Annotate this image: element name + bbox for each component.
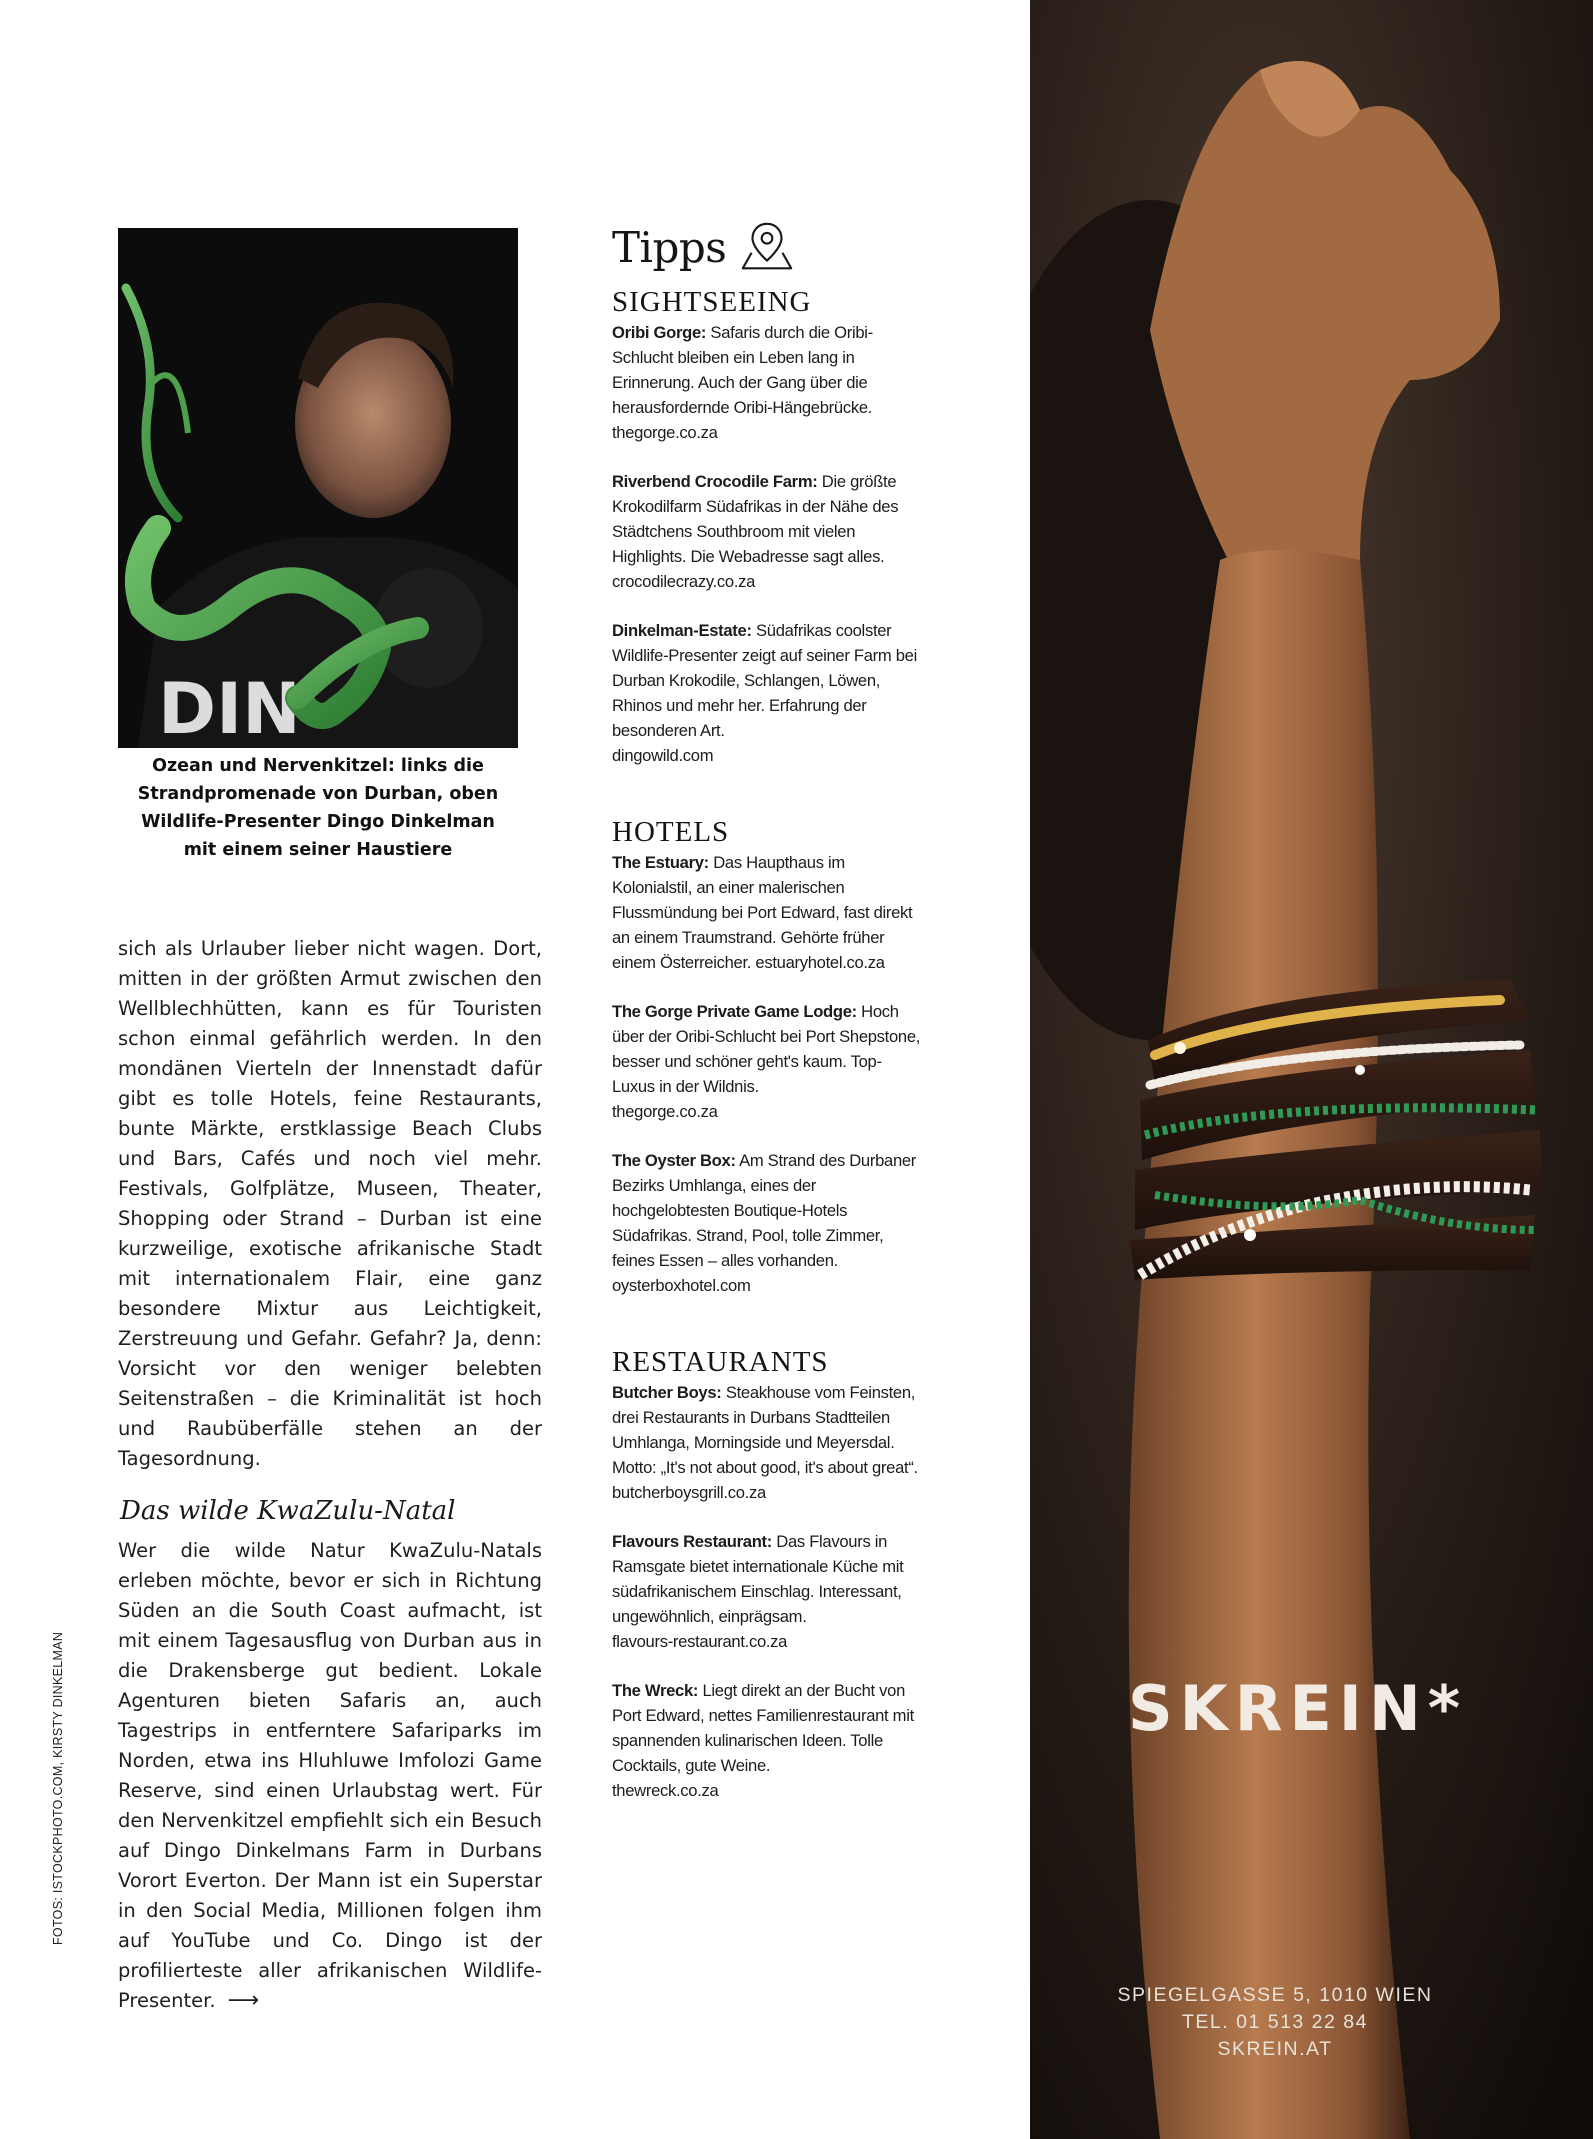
tip-entry <box>612 1678 922 1803</box>
continue-arrow-icon: ⟶ <box>227 1988 260 2013</box>
article-paragraph-2 <box>118 1536 542 2016</box>
photo-credit: FOTOS: ISTOCKPHOTO.COM, KIRSTY DINKELMAN <box>51 1631 65 1945</box>
tip-url[interactable]: crocodilecrazy.co.za <box>612 572 756 591</box>
article-subheading: Das wilde KwaZulu-Natal <box>120 1496 456 1526</box>
skrein-advertisement <box>1030 0 1593 2139</box>
tips-box <box>612 218 922 1827</box>
section-heading: HOTELS <box>612 816 730 848</box>
tip-text: Safaris durch die Oribi-Schlucht bleiben ein Leben lang in Erinnerung. Auch der Gang über die herausfordernde Oribi-Hängebrücke. <box>612 323 873 417</box>
tip-name: Oribi Gorge: <box>612 323 707 342</box>
address-line: SPIEGELGASSE 5, 1010 WIEN <box>1117 1984 1433 2006</box>
website-link[interactable]: SKREIN.AT <box>1217 2038 1333 2060</box>
map-pin-icon <box>738 218 796 276</box>
section-heading: SIGHTSEEING <box>612 286 812 318</box>
tips-section-hotels <box>612 816 922 1298</box>
svg-text:DIN: DIN <box>158 668 301 748</box>
phone-line: TEL. 01 513 22 84 <box>1182 2011 1368 2033</box>
tip-url[interactable]: thegorge.co.za <box>612 1102 718 1121</box>
tip-entry <box>612 850 922 975</box>
tip-text: Hoch über der Oribi-Schlucht bei Port Shepstone, besser und schöner geht's kaum. Top-Luxus in der Wildnis. <box>612 1002 921 1096</box>
tip-url[interactable]: thewreck.co.za <box>612 1781 719 1800</box>
tip-name: Dinkelman-Estate: <box>612 621 752 640</box>
tips-header <box>612 218 922 276</box>
tip-name: The Gorge Private Game Lodge: <box>612 1002 857 1021</box>
tip-entry <box>612 1148 922 1298</box>
tip-url[interactable]: oysterboxhotel.com <box>612 1276 751 1295</box>
tips-section-restaurants <box>612 1346 922 1803</box>
tip-text: Das Flavours in Ramsgate bietet internationale Küche mit südafrikanischem Einschlag. Interessant, ungewöhnlich, einprägsam. <box>612 1532 904 1626</box>
tips-section-sightseeing <box>612 286 922 768</box>
tip-name: Butcher Boys: <box>612 1383 722 1402</box>
tip-url[interactable]: butcherboysgrill.co.za <box>612 1483 766 1502</box>
tip-name: The Wreck: <box>612 1681 699 1700</box>
article-paragraph-1-text: sich als Urlauber lieber nicht wagen. Dort, mitten in der größten Armut zwischen den Wellblechhütten, kann es für Touristen schon einmal gefährlich werden. In den mondänen Vierteln der Innenstadt dafür gibt es tolle Hotels, feine Restaurants, bunte Märkte, erstklassige Beach Clubs und Bars, Cafés und noch viel mehr. Festivals, Golfplätze, Museen, Theater, Shopping oder Strand – Durban ist eine kurzweilige, exotische afrikanische Stadt mit internationalem Flair, eine ganz besondere Mixtur aus Leichtigkeit, Zerstreuung und Gefahr. Gefahr? Ja, denn: Vorsicht vor den weniger belebten Seitenstraßen – die Kriminalität ist hoch und Raubüberfälle stehen an der Tagesordnung. <box>118 937 542 1470</box>
tip-name: Riverbend Crocodile Farm: <box>612 472 818 491</box>
tip-entry <box>612 469 922 594</box>
tip-entry <box>612 999 922 1124</box>
tip-text: Südafrikas coolster Wildlife-Presenter zeigt auf seiner Farm bei Durban Krokodile, Schlangen, Löwen, Rhinos und mehr her. Erfahrung der besonderen Art. <box>612 621 917 740</box>
tip-entry <box>612 618 922 768</box>
tip-text: Liegt direkt an der Bucht von Port Edward, nettes Familienrestaurant mit spannenden kulinarischen Ideen. Tolle Cocktails, gute Weine. <box>612 1681 914 1775</box>
tip-url[interactable]: thegorge.co.za <box>612 423 718 442</box>
tips-title: Tipps <box>612 222 727 272</box>
dingo-dinkelman-photo <box>118 228 518 748</box>
tip-entry <box>612 1529 922 1654</box>
tip-name: The Oyster Box: <box>612 1151 736 1170</box>
tip-text: Steakhouse vom Feinsten, drei Restaurants in Durbans Stadtteilen Umhlanga, Morningside und Meyersdal. Motto: „It's not about good, it's about great“. <box>612 1383 918 1477</box>
bracelet-arm-photo <box>1030 0 1593 2139</box>
tip-entry <box>612 320 922 445</box>
tip-text: Am Strand des Durbaner Bezirks Umhlanga, eines der hochgelobtesten Boutique-Hotels Südafrikas. Strand, Pool, tolle Zimmer, feines Essen – alles vorhanden. <box>612 1151 917 1270</box>
article-paragraph-2-text: Wer die wilde Natur KwaZulu-Natals erleben möchte, bevor er sich in Richtung Süden an die South Coast aufmacht, ist mit einem Tagesausflug von Durban aus in die Drakensberge gut bedient. Lokale Agenturen bieten Safaris an, auch Tagestrips in entferntere Safariparks im Norden, etwa ins Hluhluwe Imfolozi Game Reserve, sind einen Urlaubstag wert. Für den Nervenkitzel empfiehlt sich ein Besuch auf Dingo Dinkelmans Farm in Durbans Vorort Everton. Der Mann ist ein Superstar in den Social Media, Millionen folgen ihm auf YouTube und Co. Dingo ist der profilierteste aller afrikanischen Wildlife-Presenter. <box>118 1539 542 2012</box>
tip-url[interactable]: dingowild.com <box>612 746 714 765</box>
section-heading: RESTAURANTS <box>612 1346 829 1378</box>
tip-text: Die größte Krokodilfarm Südafrikas in der Nähe des Städtchens Southbroom mit vielen Highlights. Die Webadresse sagt alles. <box>612 472 899 566</box>
photo-caption: Ozean und Nervenkitzel: links die Strandpromenade von Durban, oben Wildlife-Presenter Dingo Dinkelman mit einem seiner Haustiere <box>137 756 499 860</box>
tip-name: The Estuary: <box>612 853 709 872</box>
article-paragraph-1 <box>118 934 542 1474</box>
skrein-logo: SKREIN* <box>1128 1672 1468 1745</box>
tip-name: Flavours Restaurant: <box>612 1532 772 1551</box>
tip-url[interactable]: flavours-restaurant.co.za <box>612 1632 788 1651</box>
store-address <box>1110 1982 1440 2063</box>
tip-entry <box>612 1380 922 1505</box>
tip-text: Das Haupthaus im Kolonialstil, an einer malerischen Flussmündung bei Port Edward, fast direkt an einem Traumstrand. Gehörte früher einem Österreicher. estuaryhotel.co.za <box>612 853 913 972</box>
